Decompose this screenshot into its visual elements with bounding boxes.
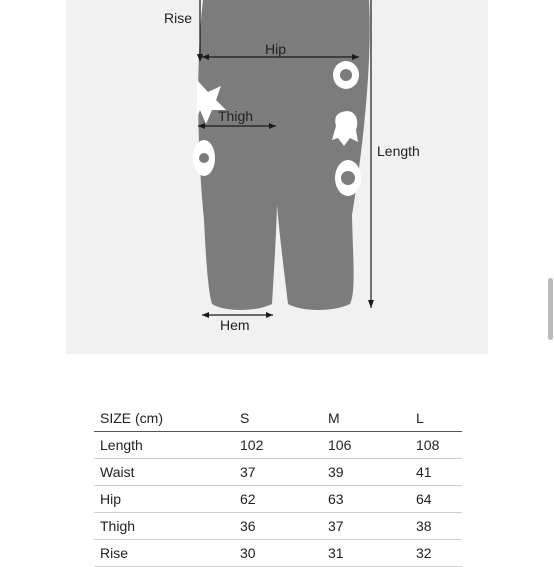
header-s: S [234,404,322,432]
length-label: Length [377,143,420,159]
row-label: Waist [94,459,234,486]
header-l: L [410,404,462,432]
row-label: Rise [94,540,234,567]
cell-value: 39 [322,459,410,486]
row-label: Hip [94,486,234,513]
size-chart-table [94,404,462,567]
cell-value: 64 [410,486,462,513]
cell-value: 62 [234,486,322,513]
header-m: M [322,404,410,432]
hip-label: Hip [265,41,287,57]
cell-value: 37 [234,459,322,486]
table-row [94,486,462,513]
cell-value: 38 [410,513,462,540]
thigh-label: Thigh [218,108,254,124]
cell-value: 102 [234,432,322,459]
cell-value: 41 [410,459,462,486]
header-size: SIZE (cm) [94,404,234,432]
hem-label: Hem [220,317,250,333]
cell-value: 63 [322,486,410,513]
cell-value: 37 [322,513,410,540]
table-row [94,513,462,540]
row-label: Thigh [94,513,234,540]
table-row [94,432,462,459]
cell-value: 108 [410,432,462,459]
cell-value: 31 [322,540,410,567]
table-header-row [94,404,462,432]
scrollbar[interactable] [548,278,553,340]
pants-measurement-diagram [66,0,488,354]
cell-value: 106 [322,432,410,459]
rise-label: Rise [164,10,193,26]
cell-value: 32 [410,540,462,567]
cell-value: 30 [234,540,322,567]
table-row [94,540,462,567]
cell-value: 36 [234,513,322,540]
row-label: Length [94,432,234,459]
table-row [94,459,462,486]
